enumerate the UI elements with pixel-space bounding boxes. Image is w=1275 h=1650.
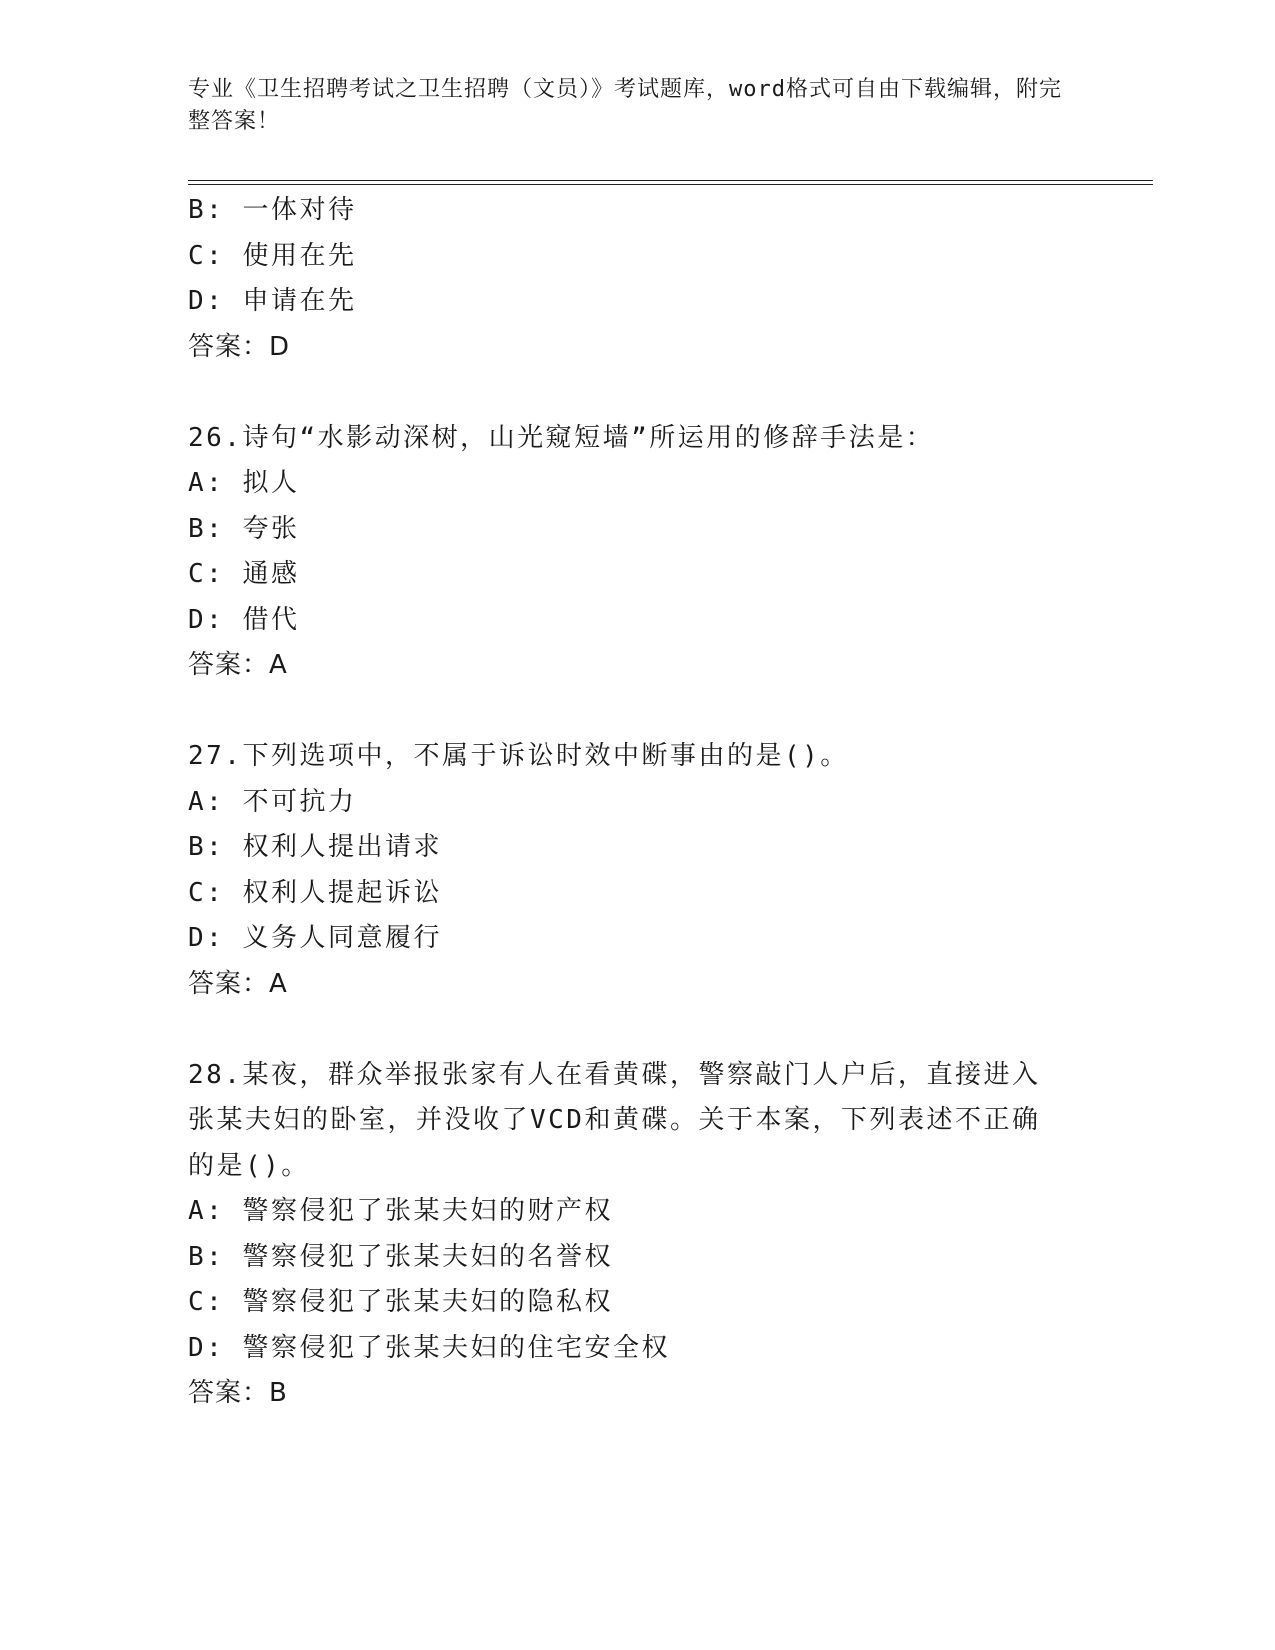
question-number: 26. (188, 422, 243, 453)
answer-label: 答案： (188, 331, 270, 362)
option-letter: A: (188, 468, 225, 498)
option-c (188, 871, 1088, 917)
option-letter: D: (188, 923, 225, 953)
header-rule-top (188, 180, 1153, 181)
question-number: 27. (188, 741, 243, 771)
spacer (188, 1007, 1088, 1053)
answer-value: A (269, 650, 288, 680)
option-text: 一体对待 (242, 195, 357, 225)
option-d (188, 598, 1088, 644)
question-title (188, 734, 1088, 780)
option-letter: A: (188, 1196, 225, 1226)
option-a (188, 461, 1088, 507)
answer-line (188, 962, 1088, 1008)
option-b (188, 188, 1088, 234)
option-letter: D: (188, 1332, 225, 1363)
option-letter: C: (188, 877, 225, 908)
option-letter: B: (188, 832, 225, 862)
option-d (188, 916, 1088, 962)
option-text: 权利人提出请求 (242, 832, 442, 862)
question-number: 28. (188, 1059, 243, 1090)
option-text: 拟人 (242, 468, 300, 498)
option-letter: A: (188, 786, 225, 817)
answer-line (188, 643, 1088, 689)
option-text: 不可抗力 (242, 786, 357, 817)
option-letter: B: (188, 195, 225, 225)
question-title (188, 416, 1088, 462)
option-c (188, 234, 1088, 280)
option-text: 义务人同意履行 (242, 923, 442, 953)
question-26 (188, 416, 1088, 689)
option-text: 权利人提起诉讼 (242, 877, 442, 908)
answer-line (188, 325, 1088, 371)
question-28 (188, 1053, 1088, 1417)
header-rule-bottom (188, 184, 1153, 185)
option-letter: D: (188, 604, 225, 635)
option-letter: D: (188, 286, 225, 316)
option-letter: B: (188, 1241, 225, 1272)
question-text: 诗句“水影动深树，山光窥短墙”所运用的修辞手法是： (242, 422, 935, 453)
answer-line (188, 1371, 1088, 1417)
option-text: 警察侵犯了张某夫妇的住宅安全权 (242, 1332, 670, 1363)
option-a (188, 780, 1088, 826)
question-27 (188, 734, 1088, 1007)
option-text: 申请在先 (242, 286, 357, 316)
option-b (188, 1235, 1088, 1281)
answer-label: 答案： (188, 968, 270, 999)
answer-label: 答案： (188, 1378, 270, 1408)
answer-value: D (269, 331, 291, 362)
prev-question-block (188, 188, 1088, 370)
answer-value: A (269, 968, 288, 999)
option-letter: C: (188, 1287, 225, 1317)
option-text: 借代 (242, 604, 300, 635)
option-d (188, 1326, 1088, 1372)
spacer (188, 689, 1088, 735)
option-letter: C: (188, 559, 225, 589)
option-text: 警察侵犯了张某夫妇的隐私权 (242, 1287, 613, 1317)
document-header: 专业《卫生招聘考试之卫生招聘（文员）》考试题库，word格式可自由下载编辑，附完整答案！ (188, 77, 1062, 134)
spacer (188, 370, 1088, 416)
question-title (188, 1053, 1048, 1190)
option-c (188, 1280, 1088, 1326)
option-b (188, 507, 1088, 553)
option-c (188, 552, 1088, 598)
answer-label: 答案： (188, 650, 270, 680)
option-a (188, 1189, 1088, 1235)
option-text: 夸张 (242, 513, 300, 544)
answer-value: B (269, 1378, 288, 1408)
option-letter: C: (188, 240, 225, 271)
option-letter: B: (188, 513, 225, 544)
option-b (188, 825, 1088, 871)
option-d (188, 279, 1088, 325)
option-text: 使用在先 (242, 240, 357, 271)
option-text: 通感 (242, 559, 300, 589)
question-text: 某夜，群众举报张家有人在看黄碟，警察敲门人户后，直接进入张某夫妇的卧室，并没收了VCD和黄碟。关于本案，下列表述不正确的是()。 (188, 1059, 1041, 1181)
option-text: 警察侵犯了张某夫妇的财产权 (242, 1196, 613, 1226)
question-text: 下列选项中，不属于诉讼时效中断事由的是()。 (242, 741, 849, 771)
question-content (188, 188, 1088, 1417)
option-text: 警察侵犯了张某夫妇的名誉权 (242, 1241, 613, 1272)
